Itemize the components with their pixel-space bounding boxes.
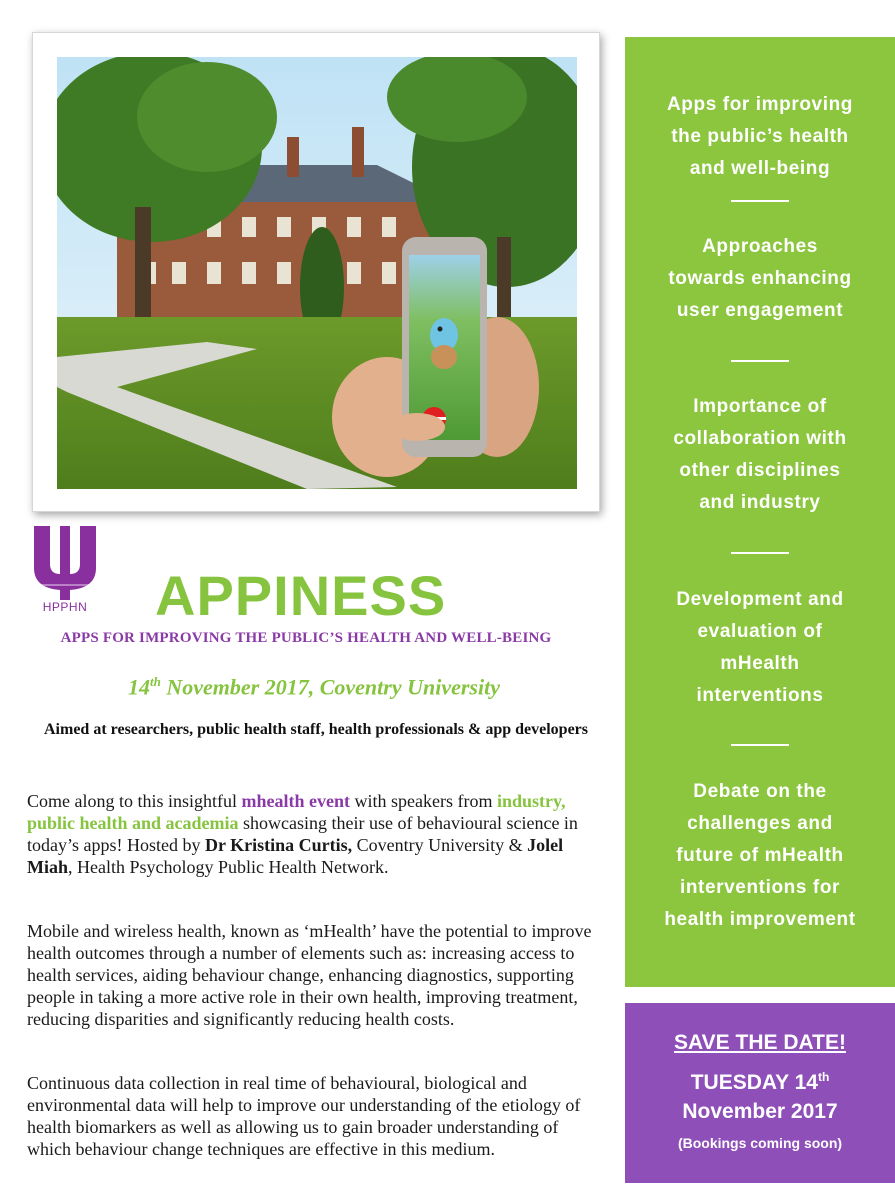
topic-line: user engagement	[676, 300, 844, 321]
topic-line: towards enhancing	[668, 268, 852, 289]
topic-line: interventions	[696, 685, 824, 706]
intro-highlight-event: mhealth event	[241, 791, 350, 811]
topic-item-debate	[625, 776, 895, 936]
hpphn-logo	[30, 522, 100, 614]
topic-divider	[731, 744, 789, 746]
topic-item-development	[625, 584, 895, 712]
intro-host-2: Jolel Miah	[27, 835, 564, 877]
topic-line: Importance of	[693, 396, 827, 417]
intro-host-1: Dr Kristina Curtis,	[204, 835, 353, 855]
save-the-date-month: November 2017	[682, 1100, 838, 1123]
topic-line: evaluation of	[697, 621, 823, 642]
topic-line: Development and	[676, 589, 844, 610]
date-day: 14	[128, 674, 151, 700]
topic-line: and industry	[699, 492, 821, 513]
topics-panel	[625, 37, 895, 987]
park-phone-game-photo	[57, 57, 577, 489]
topic-line: interventions for	[679, 877, 841, 898]
date-suffix: th	[150, 674, 161, 689]
save-day-suffix: th	[817, 1070, 830, 1084]
event-date	[0, 674, 628, 700]
intro-text-3: showcasing their use of behavioural science in today’s apps! Hosted by	[27, 813, 578, 855]
topic-line: Apps for improving	[666, 94, 854, 115]
save-the-date-panel	[625, 1003, 895, 1183]
topic-item-collaboration	[625, 391, 895, 519]
topic-line: collaboration with	[673, 428, 847, 449]
save-day-text: TUESDAY 14	[690, 1071, 818, 1094]
audience-line: Aimed at researchers, public health staff, health professionals & app developers	[44, 721, 588, 738]
intro-highlight-sectors: industry, public health and academia	[27, 791, 566, 833]
topic-line: Debate on the	[693, 781, 827, 802]
topic-divider	[731, 200, 789, 202]
topic-line: and well-being	[689, 158, 831, 179]
event-photo-frame	[32, 32, 600, 512]
topic-divider	[731, 552, 789, 554]
topic-item-engagement	[625, 231, 895, 327]
topic-line: other disciplines	[679, 460, 841, 481]
intro-text-4: Coventry University &	[352, 835, 528, 855]
topic-line: challenges and	[687, 813, 833, 834]
event-subtitle: APPS FOR IMPROVING THE PUBLIC’S HEALTH AND WELL-BEING	[60, 630, 552, 646]
event-title: APPINESS	[155, 564, 447, 627]
topic-line: health improvement	[664, 909, 856, 930]
mhealth-paragraph: Mobile and wireless health, known as ‘mHealth’ have the potential to improve health outcomes through a number of elements such as: increasing access to health services, aiding behaviour change, enhancing diagnostics, supporting people in taking a more active role in their own health, improving treatment, reducing disparities and significantly reducing health costs.	[27, 921, 592, 1029]
data-collection-paragraph: Continuous data collection in real time of behavioural, biological and environmental data will help to improve our understanding of the etiology of health biomarkers as well as allowing us to gain broader understanding of which behaviour change techniques are effective in this medium.	[27, 1073, 581, 1159]
intro-text-5: , Health Psychology Public Health Network.	[68, 857, 389, 877]
psi-logo-icon	[30, 522, 100, 600]
save-the-date-title: SAVE THE DATE!	[674, 1031, 846, 1054]
topic-line: future of mHealth	[676, 845, 844, 866]
logo-text: HPPHN	[42, 600, 88, 614]
bookings-note: (Bookings coming soon)	[677, 1135, 843, 1151]
intro-text-2: with speakers from	[349, 791, 497, 811]
save-the-date-day	[625, 1063, 895, 1097]
intro-paragraph	[27, 790, 602, 878]
topic-line: the public’s health	[671, 126, 849, 147]
intro-text-1: Come along to this insightful	[27, 791, 242, 811]
topic-divider	[731, 360, 789, 362]
topic-line: mHealth	[720, 653, 800, 674]
date-rest: November 2017, Coventry University	[160, 674, 500, 700]
topic-line: Approaches	[702, 236, 818, 257]
topic-item-apps	[625, 89, 895, 185]
